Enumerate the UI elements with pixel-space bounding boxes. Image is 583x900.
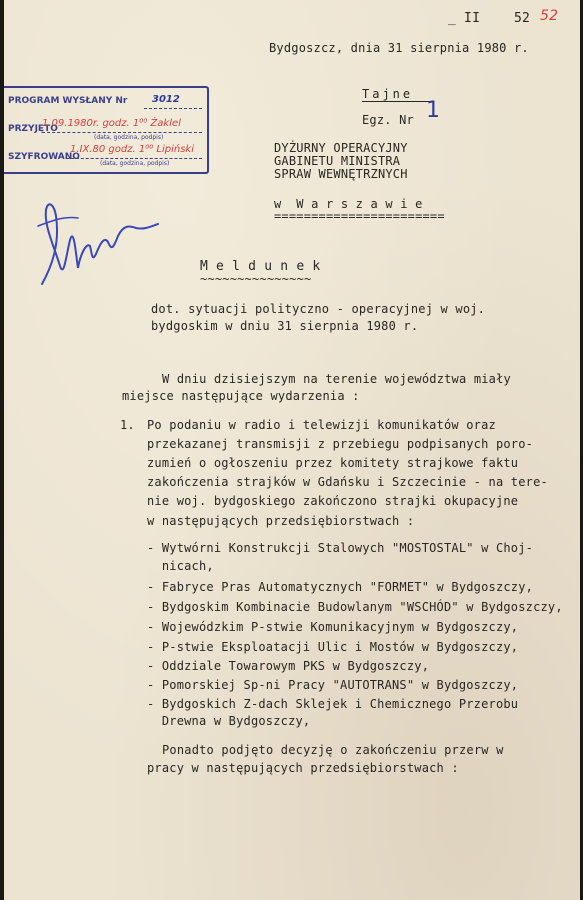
page-number-typed: 52: [514, 11, 531, 26]
stamp-program-label: PROGRAM WYSŁANY Nr: [8, 96, 128, 106]
subject-line: dot. sytuacji polityczno - operacyjnej w woj.: [151, 302, 486, 316]
handwritten-signature: [34, 196, 164, 296]
page-mark: _ II: [448, 11, 481, 26]
paragraph-line: zakończenia strajków w Gdańsku i Szczecinie - na tere-: [147, 475, 548, 489]
enterprise-item: - Fabryce Pras Automatycznych "FORMET" w Bydgoszczy,: [147, 580, 534, 594]
classification-underline: [362, 101, 432, 102]
closing-line: pracy w następujących przedsiębiorstwach :: [147, 761, 459, 775]
title-underline: ~~~~~~~~~~~~~~~: [200, 272, 312, 286]
stamp-caption: (data, godzina, podpis): [100, 160, 170, 167]
stamp-dotted-line: [66, 158, 202, 159]
document-page: [4, 0, 580, 900]
paragraph-line: nie woj. bydgoskiego zakończono strajki okupacyjne: [147, 494, 519, 508]
subject-line: bydgoskim w dniu 31 sierpnia 1980 r.: [151, 319, 419, 333]
place-date: Bydgoszcz, dnia 31 sierpnia 1980 r.: [269, 41, 529, 55]
enterprise-item: nicach,: [147, 559, 214, 573]
copy-label: Egz. Nr: [362, 113, 414, 127]
paragraph-line: w następujących przedsiębiorstwach :: [147, 514, 415, 528]
addressee-city: w W a r s z a w i e: [274, 197, 423, 211]
stamp-dotted-line: [42, 132, 202, 133]
enterprise-item: Drewna w Bydgoszczy,: [147, 714, 311, 728]
paragraph-line: zumień o ogłoszeniu przez komitety strajkowe faktu: [147, 456, 519, 470]
enterprise-item: - Bydgoskim Kombinacie Budowlanym "WSCHÓD" w Bydgoszczy,: [147, 600, 563, 614]
addressee-line: GABINETU MINISTRA: [274, 154, 401, 168]
page-number-handwritten: 52: [540, 8, 559, 24]
enterprise-item: - Wojewódzkim P-stwie Komunikacyjnym w Bydgoszczy,: [147, 620, 519, 634]
copy-number: 1: [426, 98, 441, 123]
addressee-city-underline: =======================: [274, 209, 445, 223]
intro-line: miejsce następujące wydarzenia :: [122, 389, 360, 403]
stamp-encrypted-value: 1.IX.80 godz. 1⁰⁰ Lipiński: [70, 144, 194, 155]
paragraph-line: przekazanej transmisji z przebiegu podpisanych poro-: [147, 437, 534, 451]
point-number: 1.: [120, 418, 135, 432]
addressee-line: SPRAW WEWNĘTRZNYCH: [274, 167, 408, 181]
enterprise-item: - Pomorskiej Sp-ni Pracy "AUTOTRANS" w Bydgoszczy,: [147, 678, 519, 692]
enterprise-item: - Bydgoskich Z-dach Sklejek i Chemicznego Przerobu: [147, 697, 519, 711]
enterprise-item: - Wytwórni Konstrukcji Stalowych "MOSTOSTAL" w Choj-: [147, 541, 534, 555]
classification: Tajne: [362, 87, 414, 101]
stamp-received-label: PRZYJĘTO: [8, 124, 58, 134]
registration-stamp: [4, 86, 209, 174]
stamp-dotted-line: [144, 108, 202, 109]
addressee-line: DYŻURNY OPERACYJNY: [274, 141, 408, 155]
enterprise-item: - P-stwie Eksploatacji Ulic i Mostów w Bydgoszczy,: [147, 640, 519, 654]
intro-line: W dniu dzisiejszym na terenie województwa miały: [162, 372, 511, 386]
enterprise-item: - Oddziale Towarowym PKS w Bydgoszczy,: [147, 659, 430, 673]
paragraph-line: Po podaniu w radio i telewizji komunikatów oraz: [147, 418, 496, 432]
stamp-caption: (data, godzina, podpis): [94, 134, 164, 141]
stamp-program-number: 3012: [152, 94, 180, 105]
document-title: M e l d u n e k: [200, 259, 321, 274]
stamp-received-value: 1.09.1980r. godz. 1⁰⁰ Żaklel: [42, 118, 181, 129]
closing-line: Ponadto podjęto decyzję o zakończeniu przerw w: [162, 743, 504, 757]
stamp-encrypted-label: SZYFROWANO: [8, 152, 80, 162]
